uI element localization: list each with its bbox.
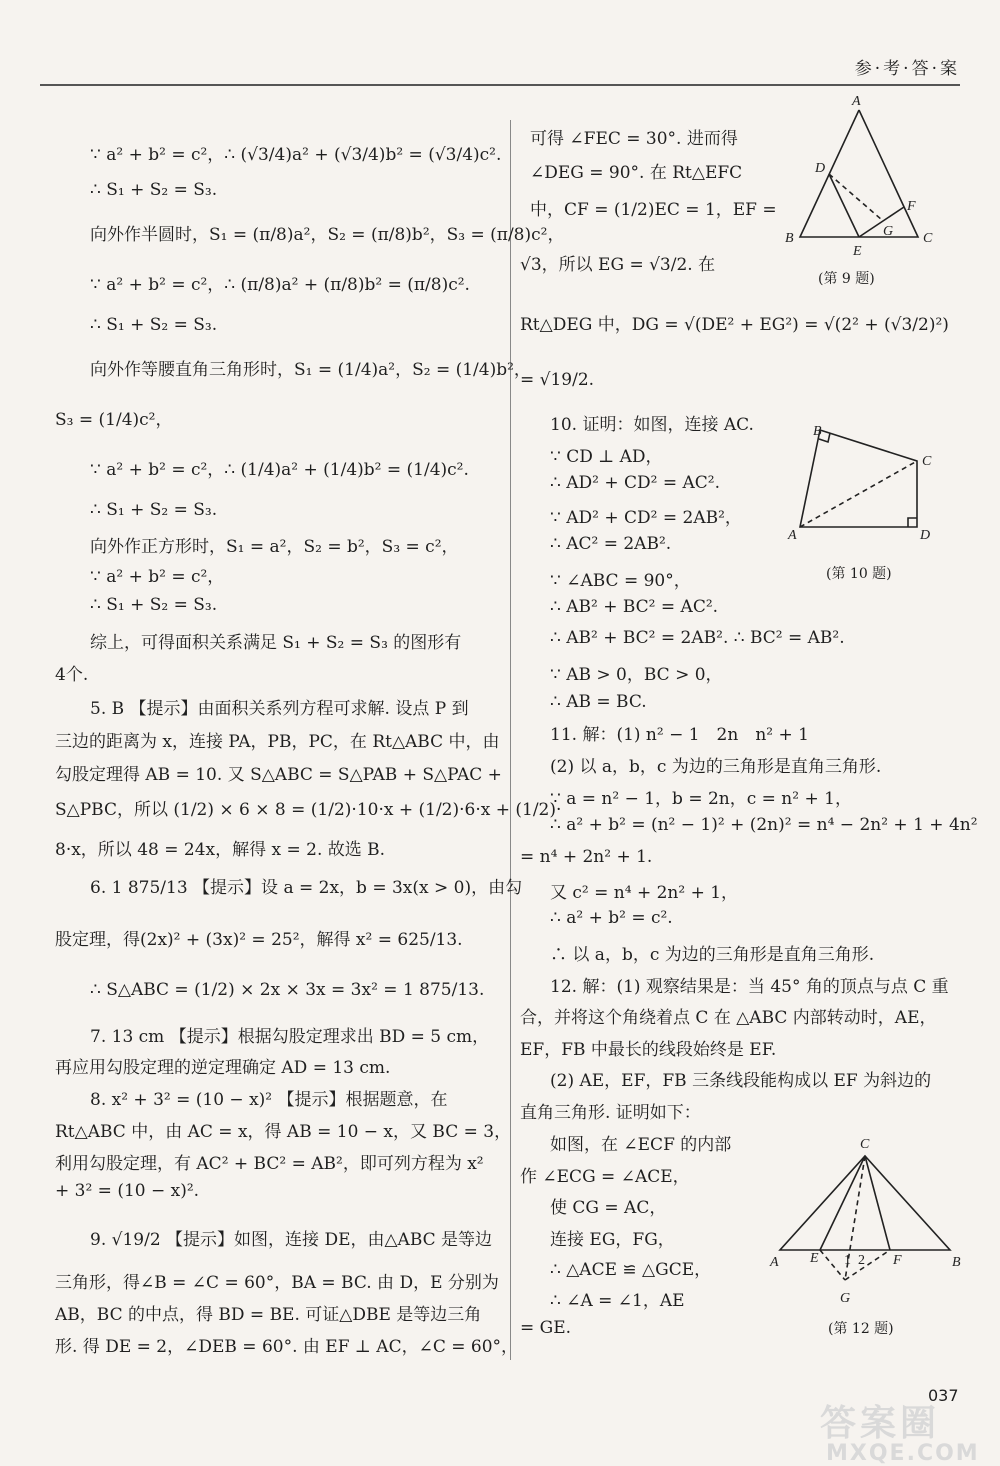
right-angle-d [908, 518, 917, 527]
text-line: AB，BC 的中点，得 BD = BE. 可证△DBE 是等边三角 [55, 1305, 482, 1325]
text-line: ∴ △ACE ≌ △GCE， [550, 1260, 712, 1280]
text-line: 勾股定理得 AB = 10. 又 S△ABC = S△PAB + S△PAC + [55, 765, 502, 785]
text-line: 股定理，得(2x)² + (3x)² = 25²，解得 x² = 625/13. [55, 930, 463, 950]
text-line: 连接 EG，FG， [550, 1230, 675, 1250]
label-f: F [907, 199, 916, 214]
text-line: 作 ∠ECG = ∠ACE， [520, 1167, 690, 1187]
figure-9-caption: (第 9 题) [818, 271, 875, 287]
text-line: 12. 解：(1) 观察结果是：当 45° 角的顶点与点 C 重 [550, 977, 949, 997]
text-line: ∴ AB² + BC² = AC². [550, 597, 719, 617]
text-line: 8. x² + 3² = (10 − x)² 【提示】根据题意，在 [90, 1090, 448, 1110]
text-line: S△PBC，所以 (1/2) × 6 × 8 = (1/2)·10·x + (1/2)·6·x + (1/2)· [55, 800, 562, 820]
text-line: ∴ a² + b² = (n² − 1)² + (2n)² = n⁴ − 2n² + 1 + 4n² [550, 815, 978, 835]
text-line: + 3² = (10 − x)². [55, 1181, 200, 1201]
text-line: ∴ S₁ + S₂ = S₃. [90, 180, 218, 200]
text-line: 直角三角形. 证明如下： [520, 1103, 701, 1123]
text-line: ∴ AC² = 2AB². [550, 534, 672, 554]
text-line: 4个. [55, 665, 89, 685]
text-line: 形. 得 DE = 2，∠DEB = 60°. 由 EF ⊥ AC，∠C = 60°， [55, 1337, 519, 1357]
text-line: ∵ AD² + CD² = 2AB²， [550, 508, 742, 528]
text-line: ∵ ∠ABC = 90°， [550, 571, 691, 591]
text-line: (2) 以 a，b，c 为边的三角形是直角三角形. [550, 757, 882, 777]
label-c: C [860, 1137, 870, 1152]
text-line: ∵ a² + b² = c²，∴ (π/8)a² + (π/8)b² = (π/8)c². [90, 275, 470, 295]
text-line: ∴ S₁ + S₂ = S₃. [90, 500, 218, 520]
text-line: 可得 ∠FEC = 30°. 进而得 [530, 129, 738, 149]
text-line: 又 c² = n⁴ + 2n² + 1， [550, 883, 739, 903]
label-a: A [770, 1255, 779, 1270]
text-line: 向外作半圆时，S₁ = (π/8)a²，S₂ = (π/8)b²，S₃ = (π/8)c²， [90, 225, 565, 245]
label-b: B [813, 424, 822, 439]
text-line: ∠DEG = 90°. 在 Rt△EFC [530, 163, 743, 183]
column-divider [510, 120, 511, 1360]
label-e: E [853, 244, 862, 259]
text-line: ∴ AD² + CD² = AC². [550, 473, 720, 493]
watermark-url: MXQE.COM [826, 1441, 980, 1466]
text-line: ∴ ∠A = ∠1，AE [550, 1291, 685, 1311]
text-line: 合，并将这个角绕着点 C 在 △ABC 内部转动时，AE， [520, 1008, 937, 1028]
text-line: 综上，可得面积关系满足 S₁ + S₂ = S₃ 的图形有 [90, 633, 462, 653]
label-d: D [920, 528, 931, 543]
page-header: 参·考·答·案 [854, 59, 960, 79]
figure-12-caption: (第 12 题) [828, 1321, 894, 1337]
text-line: 向外作正方形时，S₁ = a²，S₂ = b²，S₃ = c²， [90, 537, 459, 557]
header-rule [40, 84, 960, 86]
figure-12-diagram [760, 1130, 970, 1315]
text-line: 利用勾股定理，有 AC² + BC² = AB²，即可列方程为 x² [55, 1154, 484, 1174]
text-line: (2) AE，EF，FB 三条线段能构成以 EF 为斜边的 [550, 1071, 932, 1091]
text-line: 如图，在 ∠ECF 的内部 [550, 1135, 732, 1155]
watermark-logo-text: 答案圈 [820, 1403, 941, 1444]
text-line: 5. B 【提示】由面积关系列方程可求解. 设点 P 到 [90, 699, 469, 719]
angle-label-2: 2 [858, 1253, 865, 1268]
text-line: Rt△ABC 中，由 AC = x，得 AB = 10 − x，又 BC = 3， [55, 1122, 512, 1142]
figure-10-caption: (第 10 题) [826, 566, 892, 582]
segment-fg [845, 1250, 890, 1280]
text-line: = GE. [520, 1318, 572, 1338]
segment-ce [820, 1156, 865, 1250]
text-line: ∴ S△ABC = (1/2) × 2x × 3x = 3x² = 1 875/13. [90, 980, 485, 1000]
text-line: ∵ a² + b² = c²，∴ (√3/4)a² + (√3/4)b² = (√3/4)c². [90, 145, 502, 165]
label-g: G [883, 224, 894, 239]
triangle-abc [780, 1156, 950, 1250]
label-g: G [840, 1291, 851, 1306]
text-line: 三边的距离为 x，连接 PA，PB，PC，在 Rt△ABC 中，由 [55, 732, 500, 752]
text-line: 再应用勾股定理的逆定理确定 AD = 13 cm. [55, 1058, 391, 1078]
text-line: 中，CF = (1/2)EC = 1，EF = [530, 200, 777, 220]
quadrilateral-abcd [800, 430, 917, 527]
text-line: 8·x，所以 48 = 24x，解得 x = 2. 故选 B. [55, 840, 386, 860]
label-f: F [893, 1253, 902, 1268]
text-line: 使 CG = AC， [550, 1198, 667, 1218]
text-line: 7. 13 cm 【提示】根据勾股定理求出 BD = 5 cm， [90, 1027, 490, 1047]
text-line: ∵ a² + b² = c²， [90, 567, 225, 587]
text-line: 向外作等腰直角三角形时，S₁ = (1/4)a²，S₂ = (1/4)b²， [90, 360, 531, 380]
text-line: Rt△DEG 中，DG = √(DE² + EG²) = √(2² + (√3/2)²) [520, 315, 949, 335]
text-line: 6. 1 875/13 【提示】设 a = 2x，b = 3x(x > 0)，由勾 [90, 878, 523, 898]
text-line: ∵ a² + b² = c²，∴ (1/4)a² + (1/4)b² = (1/4)c². [90, 460, 469, 480]
segment-ef [859, 207, 904, 237]
label-a: A [852, 94, 861, 109]
label-e: E [810, 1251, 819, 1266]
text-line: ∴ a² + b² = c². [550, 908, 673, 928]
text-line: ∵ a = n² − 1，b = 2n，c = n² + 1， [550, 789, 852, 809]
page-number: 037 [928, 1386, 959, 1405]
text-line: ∴ S₁ + S₂ = S₃. [90, 595, 218, 615]
segment-dg [829, 174, 882, 220]
label-c: C [922, 454, 932, 469]
text-line: 11. 解：(1) n² − 1 2n n² + 1 [550, 725, 809, 745]
angle-label-1: 1 [844, 1253, 851, 1268]
text-line: ∵ AB > 0，BC > 0， [550, 665, 723, 685]
text-line: EF，FB 中最长的线段始终是 EF. [520, 1040, 777, 1060]
text-line: ∴ AB² + BC² = 2AB². ∴ BC² = AB². [550, 628, 845, 648]
segment-de [829, 174, 859, 237]
text-line: ∴ 以 a，b，c 为边的三角形是直角三角形. [550, 945, 875, 965]
label-b: B [785, 231, 794, 246]
label-a: A [788, 528, 797, 543]
text-line: S₃ = (1/4)c²， [55, 410, 173, 430]
text-line: = n⁴ + 2n² + 1. [520, 847, 653, 867]
label-d: D [815, 161, 826, 176]
text-line: 三角形，得∠B = ∠C = 60°，BA = BC. 由 D，E 分别为 [55, 1273, 499, 1293]
figure-10-diagram [780, 415, 950, 550]
text-line: ∴ S₁ + S₂ = S₃. [90, 315, 218, 335]
text-line: 9. √19/2 【提示】如图，连接 DE，由△ABC 是等边 [90, 1230, 493, 1250]
label-c: C [923, 231, 933, 246]
text-line: = √19/2. [520, 370, 595, 390]
text-line: ∴ AB = BC. [550, 692, 647, 712]
diagonal-ac [800, 461, 917, 527]
segment-eg [820, 1250, 845, 1280]
text-line: √3，所以 EG = √3/2. 在 [520, 255, 716, 275]
label-b: B [952, 1255, 961, 1270]
figure-9-diagram [780, 90, 950, 270]
text-line: ∵ CD ⊥ AD， [550, 447, 663, 467]
text-line: 10. 证明：如图，连接 AC. [550, 415, 754, 435]
